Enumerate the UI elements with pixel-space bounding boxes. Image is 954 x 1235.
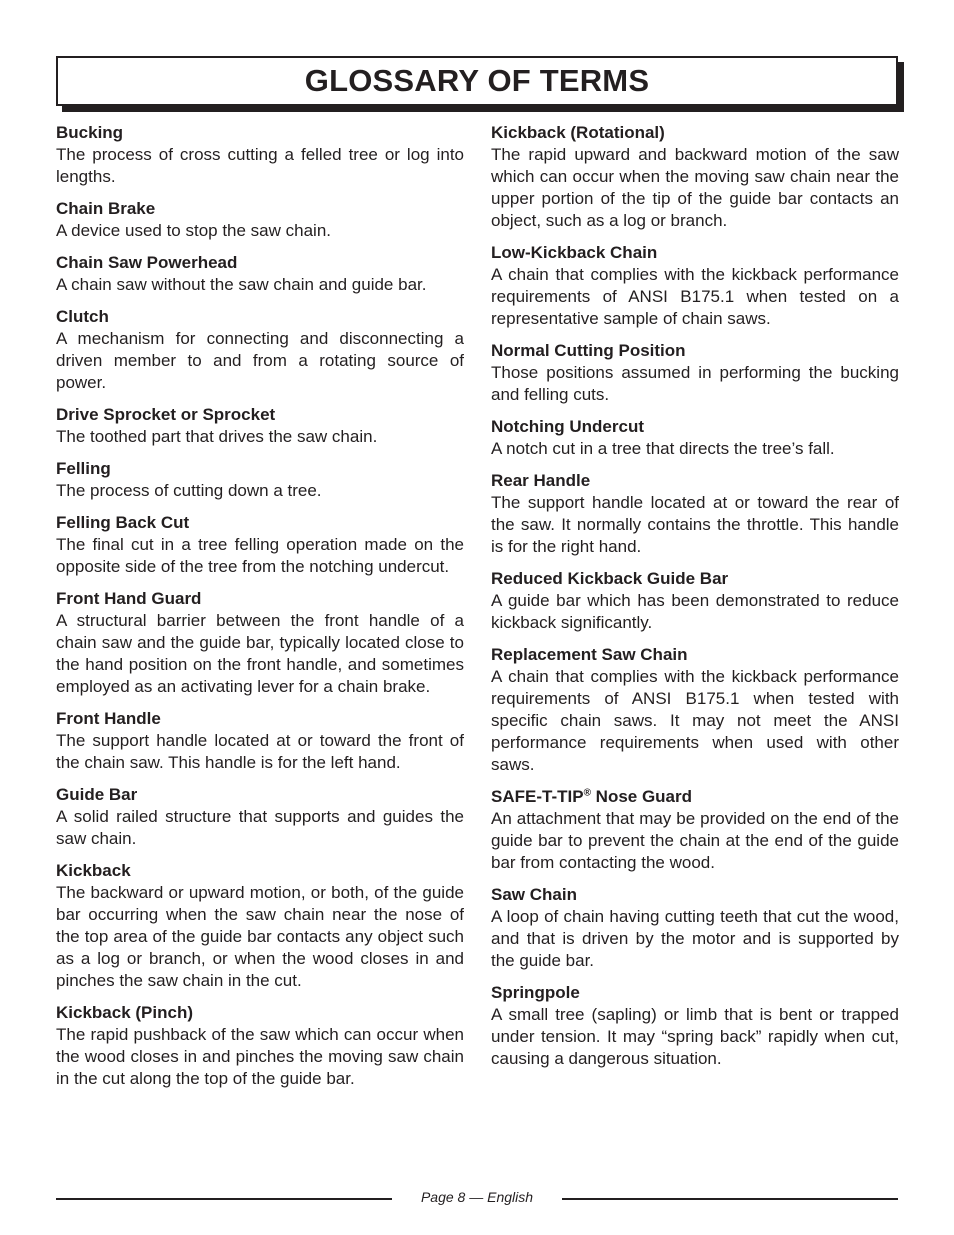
entry-definition: A chain that complies with the kickback performance requirements of ANSI B175.1 when tested with specific chain saws. It may not meet the ANSI performance requirements when used with other saws. <box>491 667 899 774</box>
page-footer <box>56 1186 898 1210</box>
entry-definition: A chain that complies with the kickback performance requirements of ANSI B175.1 when tested on a representative sample of chain saws. <box>491 265 899 328</box>
entry-term: Saw Chain <box>491 885 577 904</box>
entry-definition: A guide bar which has been demonstrated to reduce kickback significantly. <box>491 591 899 632</box>
glossary-entry <box>491 340 899 406</box>
entry-term-rest: Nose Guard <box>590 787 693 806</box>
entry-term: Bucking <box>56 123 124 142</box>
entry-definition: The support handle located at or toward the rear of the saw. It normally contains the throttle. This handle is for the right hand. <box>491 493 899 556</box>
title-banner <box>56 56 898 106</box>
entry-definition: An attachment that may be provided on the end of the guide bar to prevent the chain at the end of the guide bar from contacting the wood. <box>491 809 899 872</box>
glossary-entry <box>491 416 899 460</box>
right-column <box>491 122 899 1080</box>
entry-term: Notching Undercut <box>491 417 644 436</box>
entry-definition: A small tree (sapling) or limb that is bent or trapped under tension. It may “spring back” rapidly when cut, causing a dangerous situation. <box>491 1005 899 1068</box>
entry-definition: A loop of chain having cutting teeth that cut the wood, and that is driven by the motor and is supported by the guide bar. <box>491 907 899 970</box>
entry-definition: Those positions assumed in performing the bucking and felling cuts. <box>491 363 899 404</box>
glossary-entry <box>491 786 899 874</box>
glossary-entry <box>491 568 899 634</box>
glossary-entry <box>491 644 899 776</box>
entry-term: Kickback (Pinch) <box>56 1003 193 1022</box>
glossary-entry <box>56 860 464 992</box>
glossary-entry <box>56 784 464 850</box>
entry-term <box>491 786 899 808</box>
entry-definition: The support handle located at or toward the front of the chain saw. This handle is for the left hand. <box>56 731 464 772</box>
glossary-entry <box>56 122 464 188</box>
entry-definition: A structural barrier between the front handle of a chain saw and the guide bar, typically located close to the hand position on the front handle, and sometimes employed as an activating lever for a chain brake. <box>56 611 464 696</box>
entry-definition: A chain saw without the saw chain and guide bar. <box>56 275 427 294</box>
page-number: Page 8 — English <box>420 1189 534 1205</box>
entry-term: Clutch <box>56 307 109 326</box>
glossary-entry <box>56 252 464 296</box>
glossary-entry <box>491 884 899 972</box>
entry-definition: A solid railed structure that supports and guides the saw chain. <box>56 807 464 848</box>
page-title: GLOSSARY OF TERMS <box>304 63 650 98</box>
registered-mark: ® <box>583 787 591 799</box>
entry-term: Drive Sprocket or Sprocket <box>56 405 276 424</box>
entry-definition: A device used to stop the saw chain. <box>56 221 332 240</box>
entry-term: Chain Saw Powerhead <box>56 253 238 272</box>
footer-rule-left <box>56 1198 392 1200</box>
entry-definition: The process of cross cutting a felled tree or log into lengths. <box>56 145 464 186</box>
glossary-entry <box>56 588 464 698</box>
glossary-entry <box>56 1002 464 1090</box>
entry-definition: The final cut in a tree felling operation made on the opposite side of the tree from the notching undercut. <box>56 535 464 576</box>
entry-term: Kickback <box>56 861 131 880</box>
glossary-entry <box>56 306 464 394</box>
entry-term: Reduced Kickback Guide Bar <box>491 569 729 588</box>
entry-term-main: SAFE-T-TIP <box>491 787 584 806</box>
glossary-entry <box>56 198 464 242</box>
entry-term: Low-Kickback Chain <box>491 243 658 262</box>
entry-definition: The rapid upward and backward motion of the saw which can occur when the moving saw chain near the upper portion of the tip of the guide bar contacts an object, such as a log or branch. <box>491 145 899 230</box>
entry-term: Normal Cutting Position <box>491 341 686 360</box>
glossary-entry <box>491 470 899 558</box>
entry-definition: The toothed part that drives the saw chain. <box>56 427 378 446</box>
entry-term: Kickback (Rotational) <box>491 123 665 142</box>
entry-term: Front Hand Guard <box>56 589 202 608</box>
entry-term: Felling <box>56 459 111 478</box>
entry-term: Felling Back Cut <box>56 513 190 532</box>
entry-term: Guide Bar <box>56 785 138 804</box>
entry-definition: The rapid pushback of the saw which can occur when the wood closes in and pinches the moving saw chain in the cut along the top of the guide bar. <box>56 1025 464 1088</box>
glossary-entry <box>491 982 899 1070</box>
entry-definition: A notch cut in a tree that directs the tree’s fall. <box>491 439 835 458</box>
entry-term: Front Handle <box>56 709 161 728</box>
title-box <box>56 56 898 106</box>
entry-term: Chain Brake <box>56 199 156 218</box>
entry-term: Replacement Saw Chain <box>491 645 688 664</box>
glossary-entry <box>56 458 464 502</box>
entry-term: Rear Handle <box>491 471 591 490</box>
footer-rule-right <box>562 1198 898 1200</box>
glossary-entry <box>491 122 899 232</box>
entry-term: Springpole <box>491 983 580 1002</box>
glossary-entry <box>56 404 464 448</box>
entry-definition: The backward or upward motion, or both, of the guide bar occurring when the saw chain near the nose of the top area of the guide bar contacts any object such as a log or branch, or when the wood closes in and pinches the saw chain in the cut. <box>56 883 464 990</box>
glossary-entry <box>56 512 464 578</box>
glossary-entry <box>491 242 899 330</box>
left-column <box>56 122 464 1100</box>
entry-definition: The process of cutting down a tree. <box>56 481 322 500</box>
glossary-entry <box>56 708 464 774</box>
entry-definition: A mechanism for connecting and disconnecting a driven member to and from a rotating source of power. <box>56 329 464 392</box>
